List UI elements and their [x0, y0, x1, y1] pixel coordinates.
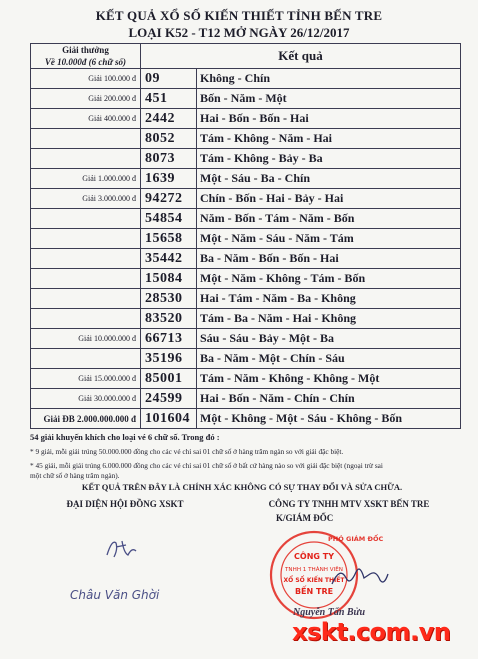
- council-representative-title: ĐẠI DIỆN HỘI ĐỒNG XSKT: [66, 499, 184, 509]
- number-in-words: Chín - Bốn - Hai - Bảy - Hai: [197, 189, 461, 209]
- table-row: [31, 229, 461, 249]
- prize-cell: Giải 1.000.000 đ: [31, 169, 141, 189]
- prize-header-title: Giải thưởng: [62, 45, 109, 55]
- winning-number: 35196: [141, 349, 197, 369]
- number-in-words: Năm - Bốn - Tám - Năm - Bốn: [197, 209, 461, 229]
- table-row: [31, 89, 461, 109]
- winning-number: 28530: [141, 289, 197, 309]
- prize-cell: Giải 15.000.000 đ: [31, 369, 141, 389]
- number-in-words: Tám - Không - Năm - Hai: [197, 129, 461, 149]
- winning-number: 54854: [141, 209, 197, 229]
- table-header-row: [31, 44, 461, 69]
- winning-number: 24599: [141, 389, 197, 409]
- table-row: [31, 249, 461, 269]
- prize-cell: [31, 129, 141, 149]
- stamp-overlay-text: PHÓ GIÁM ĐỐC: [328, 535, 384, 543]
- table-row: [31, 389, 461, 409]
- prize-cell: [31, 309, 141, 329]
- results-table: [30, 43, 461, 429]
- director-signature: [330, 560, 390, 590]
- table-row: [31, 189, 461, 209]
- prize-cell: Giải 10.000.000 đ: [31, 329, 141, 349]
- number-in-words: Tám - Năm - Không - Không - Một: [197, 369, 461, 389]
- prize-column-header: [31, 44, 141, 69]
- stamp-center-text: XỔ SỐ KIẾN THIẾT: [283, 577, 345, 584]
- prize-cell: Giải 30.000.000 đ: [31, 389, 141, 409]
- prize-cell: Giải ĐB 2.000.000.000 đ: [31, 409, 141, 429]
- right-signer-name: Nguyễn Tấn Bửu: [293, 607, 366, 618]
- note-line-2: * 45 giải, mỗi giải trúng 6.000.000 đồng cho các vé chỉ sai 01 chữ số ở bất cứ hàng nào so với giải đặc biệt (ngoại trừ sai: [30, 461, 383, 470]
- site-watermark-logo: xskt.com.vn: [292, 618, 451, 646]
- stamp-bottom-text: BẾN TRE: [294, 587, 334, 596]
- winning-number: 8073: [141, 149, 197, 169]
- initials-signature: [104, 535, 140, 561]
- stamp-top-text: CÔNG TY: [294, 552, 334, 561]
- winning-number: 09: [141, 69, 197, 89]
- table-row: [31, 129, 461, 149]
- table-row: [31, 269, 461, 289]
- number-in-words: Không - Chín: [197, 69, 461, 89]
- table-row: [31, 209, 461, 229]
- table-row: [31, 109, 461, 129]
- winning-number: 8052: [141, 129, 197, 149]
- winning-number: 1639: [141, 169, 197, 189]
- company-title: CÔNG TY TNHH MTV XSKT BẾN TRE: [268, 499, 430, 509]
- number-in-words: Hai - Bốn - Năm - Chín - Chín: [197, 389, 461, 409]
- prize-cell: [31, 229, 141, 249]
- prize-cell: [31, 149, 141, 169]
- director-role: K/GIÁM ĐỐC: [276, 513, 334, 523]
- winning-number: 2442: [141, 109, 197, 129]
- result-column-header: Kết quả: [141, 44, 461, 69]
- table-row: [31, 69, 461, 89]
- prize-cell: Giải 100.000 đ: [31, 69, 141, 89]
- table-row: [31, 309, 461, 329]
- number-in-words: Một - Năm - Không - Tám - Bốn: [197, 269, 461, 289]
- prize-cell: Giải 3.000.000 đ: [31, 189, 141, 209]
- left-signer-name: Châu Văn Ghời: [70, 588, 160, 602]
- table-row: [31, 329, 461, 349]
- prize-cell: Giải 200.000 đ: [31, 89, 141, 109]
- prize-header-subtitle: Về 10.000đ (6 chữ số): [44, 57, 127, 67]
- number-in-words: Tám - Ba - Năm - Hai - Không: [197, 309, 461, 329]
- table-row: [31, 409, 461, 429]
- prize-cell: [31, 349, 141, 369]
- note-line-3: một chữ số ở hàng trăm ngàn).: [30, 471, 120, 480]
- note-line-1: * 9 giải, mỗi giải trúng 50.000.000 đồng cho các vé chỉ sai 01 chữ số ở hàng trăm ngàn so với giải đặc biệt.: [30, 447, 344, 456]
- number-in-words: Sáu - Sáu - Bảy - Một - Ba: [197, 329, 461, 349]
- winning-number: 66713: [141, 329, 197, 349]
- prize-cell: Giải 400.000 đ: [31, 109, 141, 129]
- number-in-words: Ba - Năm - Một - Chín - Sáu: [197, 349, 461, 369]
- number-in-words: Một - Sáu - Ba - Chín: [197, 169, 461, 189]
- number-in-words: Một - Năm - Sáu - Năm - Tám: [197, 229, 461, 249]
- winning-number: 15084: [141, 269, 197, 289]
- winning-number: 101604: [141, 409, 197, 429]
- table-row: [31, 149, 461, 169]
- winning-number: 35442: [141, 249, 197, 269]
- table-row: [31, 349, 461, 369]
- number-in-words: Ba - Năm - Bốn - Bốn - Hai: [197, 249, 461, 269]
- table-row: [31, 169, 461, 189]
- page-subtitle: LOẠI K52 - T12 MỞ NGÀY 26/12/2017: [128, 25, 350, 40]
- number-in-words: Một - Không - Một - Sáu - Không - Bốn: [197, 409, 461, 429]
- prize-cell: [31, 249, 141, 269]
- winning-number: 83520: [141, 309, 197, 329]
- prize-cell: [31, 209, 141, 229]
- winning-number: 451: [141, 89, 197, 109]
- prize-cell: [31, 289, 141, 309]
- table-row: [31, 289, 461, 309]
- consolation-heading: 54 giải khuyến khích cho loại vé 6 chữ số. Trong đó :: [30, 432, 220, 442]
- prize-cell: [31, 269, 141, 289]
- accuracy-statement: KẾT QUẢ TRÊN ĐÂY LÀ CHÍNH XÁC KHÔNG CÓ SỰ THAY ĐỔI VÀ SỬA CHỮA.: [81, 482, 403, 492]
- winning-number: 85001: [141, 369, 197, 389]
- results-body: [31, 69, 461, 429]
- winning-number: 15658: [141, 229, 197, 249]
- winning-number: 94272: [141, 189, 197, 209]
- number-in-words: Hai - Bốn - Bốn - Hai: [197, 109, 461, 129]
- number-in-words: Hai - Tám - Năm - Ba - Không: [197, 289, 461, 309]
- number-in-words: Bốn - Năm - Một: [197, 89, 461, 109]
- table-row: [31, 369, 461, 389]
- page-title: KẾT QUẢ XỔ SỐ KIẾN THIẾT TỈNH BẾN TRE: [95, 8, 383, 23]
- number-in-words: Tám - Không - Bảy - Ba: [197, 149, 461, 169]
- stamp-mid-text: TNHH 1 THÀNH VIÊN: [285, 567, 343, 573]
